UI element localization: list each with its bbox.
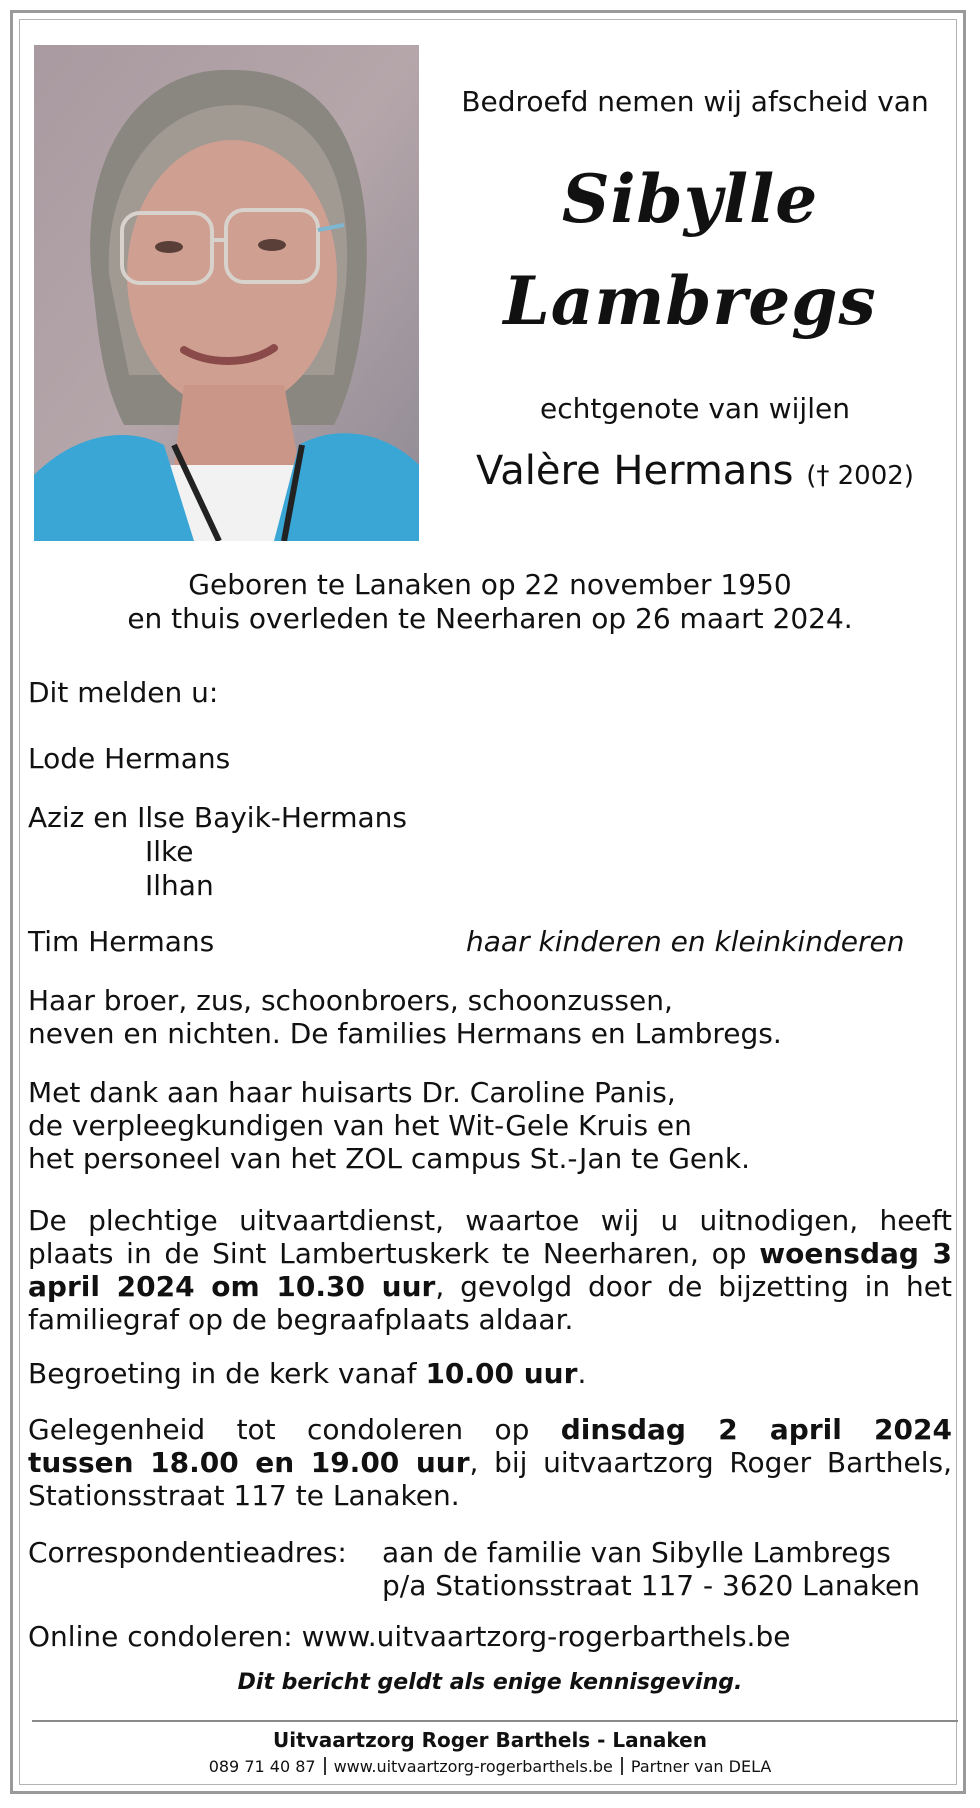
greeting-end: .: [577, 1357, 587, 1390]
family-intro: Dit melden u:: [28, 676, 219, 709]
relatives-line-2: neven en nichten. De families Hermans en Lambregs.: [28, 1017, 782, 1050]
child-1: Lode Hermans: [28, 742, 231, 775]
funeral-time-bold: april 2024 om 10.30 uur: [28, 1270, 436, 1303]
funeral-date-bold: woensdag 3: [759, 1237, 953, 1270]
birth-line-1: Geboren te Lanaken op 22 november 1950: [188, 568, 792, 601]
thanks-line-2: de verpleegkundigen van het Wit-Gele Kruis en: [28, 1109, 692, 1142]
funeral-line-4: familiegraf op de begraafplaats aldaar.: [28, 1303, 574, 1336]
funeral-line-2: [28, 1237, 952, 1270]
address-label: Correspondentieadres:: [28, 1536, 347, 1569]
deceased-last-name: Lambregs: [503, 262, 877, 340]
address-line-2: p/a Stationsstraat 117 - 3620 Lanaken: [382, 1569, 921, 1602]
relatives-line-1: Haar broer, zus, schoonbroers, schoonzussen,: [28, 984, 673, 1017]
intro-text: Bedroefd nemen wij afscheid van: [461, 85, 929, 118]
child-2: Aziz en Ilse Bayik-Hermans: [28, 801, 407, 834]
funeral-line-1: De plechtige uitvaartdienst, waartoe wij u uitnodigen, heeft: [28, 1204, 952, 1237]
condolence-date: dinsdag 2 april 2024: [560, 1413, 952, 1446]
address-line-1: aan de familie van Sibylle Lambregs: [382, 1536, 891, 1569]
footer-partner: Partner van DELA: [630, 1757, 772, 1776]
greeting-line: [28, 1357, 586, 1390]
condolence-paragraph: [28, 1413, 952, 1512]
condolence-time: tussen 18.00 en 19.00 uur: [28, 1446, 470, 1479]
condolence-line-1: [28, 1413, 952, 1446]
condolence-text: , bij uitvaartzorg Roger Barthels,: [469, 1446, 952, 1479]
spouse-death-year: († 2002): [806, 461, 914, 491]
spouse-line: [450, 448, 940, 494]
grandchild-2: Ilhan: [145, 869, 214, 902]
notice-text: Dit bericht geldt als enige kennisgeving.: [237, 1670, 743, 1695]
thanks-line-1: Met dank aan haar huisarts Dr. Caroline Panis,: [28, 1076, 676, 1109]
footer-contact: [0, 1757, 980, 1776]
child-3: Tim Hermans: [28, 925, 215, 958]
condolence-line-2: [28, 1446, 952, 1479]
funeral-text: plaats in de Sint Lambertuskerk te Neerharen, op: [28, 1237, 760, 1270]
funeral-line-3: [28, 1270, 952, 1303]
funeral-paragraph: [28, 1204, 952, 1336]
greeting-time: 10.00 uur: [425, 1357, 578, 1390]
thanks-line-3: het personeel van het ZOL campus St.-Jan te Genk.: [28, 1142, 751, 1175]
footer-website[interactable]: www.uitvaartzorg-rogerbarthels.be: [333, 1757, 613, 1776]
greeting-text: Begroeting in de kerk vanaf: [28, 1357, 426, 1390]
relation-label: haar kinderen en kleinkinderen: [466, 925, 905, 958]
spouse-name: Valère Hermans: [476, 448, 794, 494]
footer-separator: [324, 1757, 326, 1775]
footer-divider: [32, 1720, 958, 1722]
deceased-first-name: Sibylle: [561, 160, 819, 238]
funeral-text: , gevolgd door de bijzetting in het: [435, 1270, 952, 1303]
portrait-illustration: [34, 45, 419, 541]
spouse-label: echtgenote van wijlen: [540, 392, 850, 425]
condolence-line-3: Stationsstraat 117 te Lanaken.: [28, 1479, 460, 1512]
footer-separator: [621, 1757, 623, 1775]
grandchild-1: Ilke: [145, 835, 194, 868]
birth-line-2: en thuis overleden te Neerharen op 26 maart 2024.: [127, 602, 853, 635]
online-condolence: Online condoleren: www.uitvaartzorg-rogerbarthels.be: [28, 1620, 791, 1653]
footer-phone: 089 71 40 87: [208, 1757, 316, 1776]
footer-title: Uitvaartzorg Roger Barthels - Lanaken: [273, 1728, 707, 1752]
condolence-text: Gelegenheid tot condoleren op: [28, 1413, 561, 1446]
portrait-photo: [34, 45, 419, 541]
